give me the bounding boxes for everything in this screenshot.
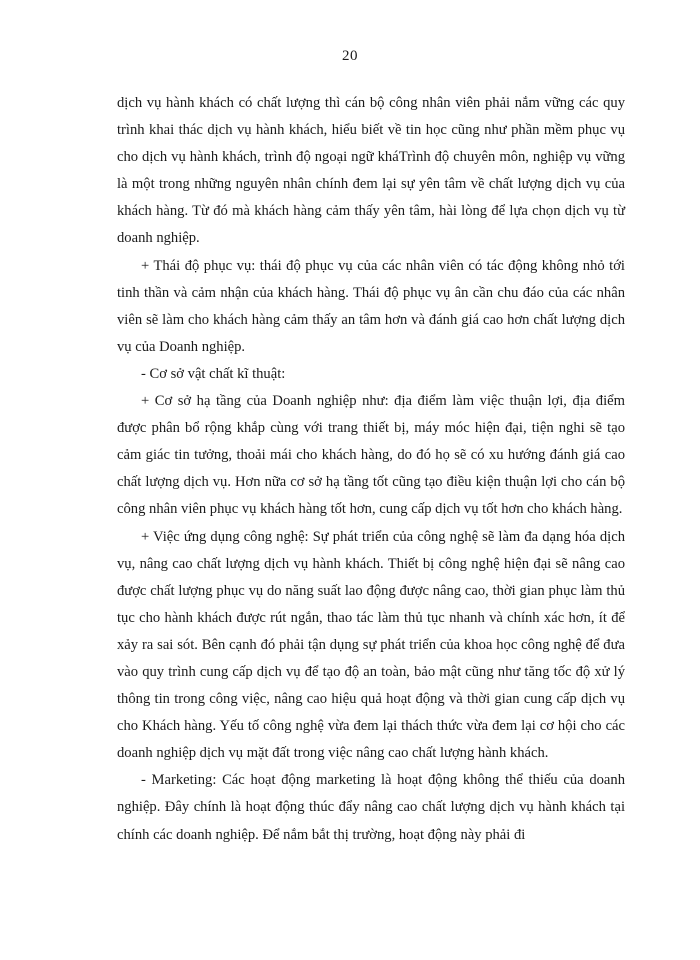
paragraph-infrastructure: + Cơ sở hạ tầng của Doanh nghiệp như: địa điểm làm việc thuận lợi, địa điểm được phân bổ rộng khắp cùng với trang thiết bị, máy móc hiện đại, tiện nghi sẽ tạo cảm giác tin tưởng, thoải mái cho khách hàng, do đó họ sẽ có xu hướng đánh giá cao chất lượng dịch vụ. Hơn nữa cơ sở hạ tầng tốt cũng tạo điều kiện thuận lợi cho cán bộ công nhân viên phục vụ khách hàng tốt hơn, cung cấp dịch vụ tốt hơn cho khách hàng.: [117, 393, 625, 518]
body-text: [117, 90, 625, 849]
page-number: 20: [342, 48, 358, 64]
paragraph-service-attitude: + Thái độ phục vụ: thái độ phục vụ của các nhân viên có tác động không nhỏ tới tinh thần và cảm nhận của khách hàng. Thái độ phục vụ ân cần chu đáo của các nhân viên sẽ làm cho khách hàng cảm thấy an tâm hơn và đánh giá cao hơn chất lượng dịch vụ của Doanh nghiệp.: [117, 257, 625, 355]
paragraph-continuation: dịch vụ hành khách có chất lượng thì cán bộ công nhân viên phải nắm vững các quy trình khai thác dịch vụ hành khách, hiểu biết về tin học cũng như phần mềm phục vụ cho dịch vụ hành khách, trình độ ngoại ngữ kháTrình độ chuyên môn, nghiệp vụ vững là một trong những nguyên nhân chính đem lại sự yên tâm về chất lượng dịch vụ của khách hàng. Từ đó mà khách hàng cảm thấy yên tâm, hài lòng để lựa chọn dịch vụ từ doanh nghiệp.: [117, 95, 625, 247]
paragraph-marketing: - Marketing: Các hoạt động marketing là hoạt động không thể thiếu của doanh nghiệp. Đây chính là hoạt động thúc đẩy nâng cao chất lượng dịch vụ hành khách tại chính các doanh nghiệp. Để nắm bắt thị trường, hoạt động này phải đi: [117, 772, 625, 843]
paragraph-facilities-heading: - Cơ sở vật chất kĩ thuật:: [141, 365, 286, 382]
paragraph-technology: + Việc ứng dụng công nghệ: Sự phát triển của công nghệ sẽ làm đa dạng hóa dịch vụ, nâng cao chất lượng dịch vụ hành khách. Thiết bị công nghệ hiện đại sẽ nâng cao được chất lượng phục vụ do năng suất lao động được nâng cao, thời gian phục làm thủ tục cho hành khách được rút ngắn, thao tác làm thủ tục nhanh và chính xác hơn, ít để xảy ra sai sót. Bên cạnh đó phải tận dụng sự phát triển của khoa học công nghệ để đưa vào quy trình cung cấp dịch vụ để tạo độ an toàn, bảo mật cũng như tăng tốc độ xử lý thông tin trong công việc, nâng cao hiệu quả hoạt động và thời gian cung cấp dịch vụ cho Khách hàng. Yếu tố công nghệ vừa đem lại thách thức vừa đem lại cơ hội cho các doanh nghiệp dịch vụ mặt đất trong việc nâng cao chất lượng hành khách.: [117, 528, 625, 762]
